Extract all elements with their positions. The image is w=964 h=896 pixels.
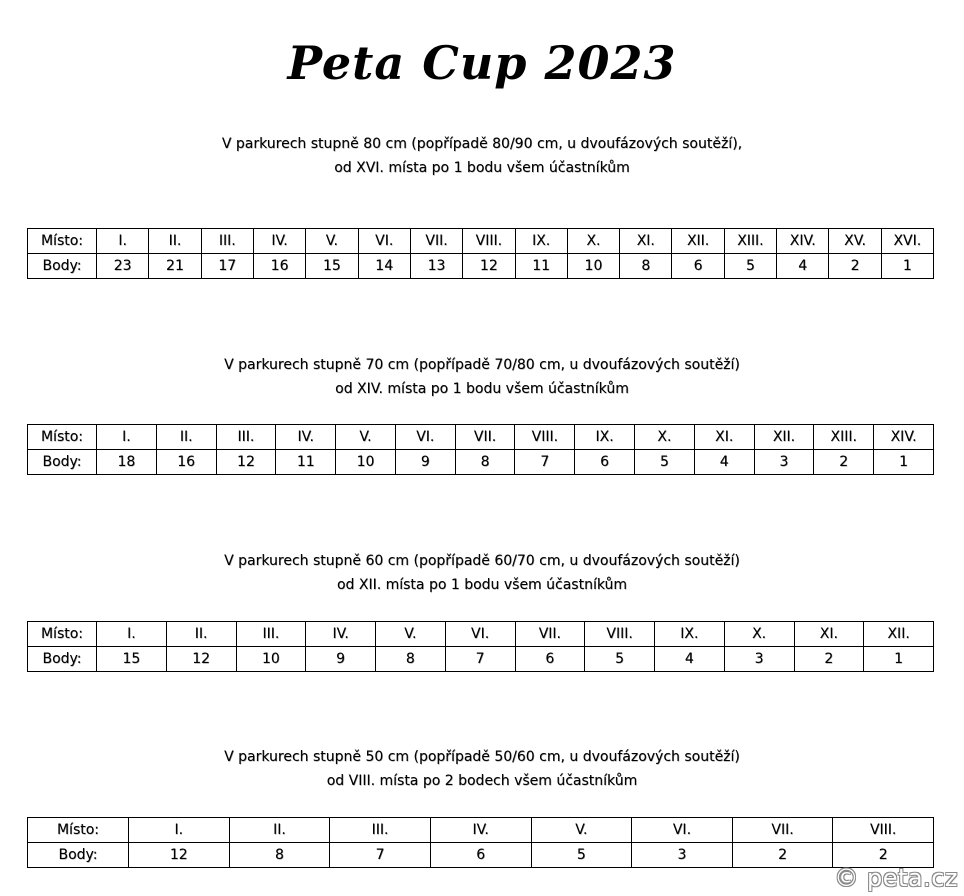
- place-cell: VI.: [358, 229, 410, 254]
- place-cell: V.: [336, 425, 396, 450]
- points-cell: 2: [794, 647, 864, 672]
- points-cell: 12: [166, 647, 236, 672]
- place-cell: IV.: [430, 818, 531, 843]
- place-cell: IV.: [253, 229, 305, 254]
- points-cell: 4: [694, 450, 754, 475]
- points-table-50cm: [27, 817, 934, 868]
- points-cell: 6: [430, 843, 531, 868]
- points-cell: 15: [97, 647, 167, 672]
- points-cell: 15: [306, 254, 358, 279]
- points-row: [28, 450, 934, 475]
- place-cell: VI.: [395, 425, 455, 450]
- points-row: [28, 843, 934, 868]
- points-row-label: Body:: [28, 647, 97, 672]
- points-cell: 9: [395, 450, 455, 475]
- points-cell: 8: [620, 254, 672, 279]
- points-cell: 12: [216, 450, 276, 475]
- points-cell: 10: [567, 254, 619, 279]
- place-cell: I.: [97, 229, 149, 254]
- points-cell: 1: [864, 647, 934, 672]
- points-cell: 2: [833, 843, 934, 868]
- points-cell: 17: [201, 254, 253, 279]
- points-table-70cm: [27, 424, 934, 475]
- place-cell: IX.: [515, 229, 567, 254]
- section-heading-line: od XIV. místa po 1 bodu všem účastníkům: [335, 381, 629, 397]
- points-cell: 6: [672, 254, 724, 279]
- points-cell: 10: [336, 450, 396, 475]
- section-heading-line: V parkurech stupně 70 cm (popřípadě 70/80 cm, u dvoufázových soutěží): [224, 357, 740, 373]
- place-cell: VIII.: [833, 818, 934, 843]
- place-row-label: Místo:: [28, 818, 129, 843]
- place-cell: X.: [724, 622, 794, 647]
- points-cell: 5: [531, 843, 632, 868]
- place-cell: XII.: [864, 622, 934, 647]
- place-cell: I.: [129, 818, 230, 843]
- points-cell: 1: [881, 254, 933, 279]
- points-cell: 10: [236, 647, 306, 672]
- place-row-label: Místo:: [28, 425, 97, 450]
- points-cell: 7: [515, 450, 575, 475]
- place-cell: I.: [97, 622, 167, 647]
- points-cell: 8: [455, 450, 515, 475]
- place-row: [28, 818, 934, 843]
- points-cell: 5: [635, 450, 695, 475]
- section-heading-line: od VIII. místa po 2 bodech všem účastníkům: [326, 773, 638, 789]
- place-cell: XIV.: [874, 425, 934, 450]
- points-cell: 23: [97, 254, 149, 279]
- place-cell: XII.: [754, 425, 814, 450]
- place-cell: XIII.: [724, 229, 776, 254]
- place-cell: II.: [229, 818, 330, 843]
- section-heading-line: V parkurech stupně 80 cm (popřípadě 80/90 cm, u dvoufázových soutěží),: [221, 136, 743, 152]
- place-cell: III.: [236, 622, 306, 647]
- points-cell: 3: [754, 450, 814, 475]
- points-cell: 9: [306, 647, 376, 672]
- place-cell: VII.: [515, 622, 585, 647]
- points-cell: 5: [585, 647, 655, 672]
- points-cell: 7: [330, 843, 431, 868]
- place-cell: VIII.: [463, 229, 515, 254]
- place-cell: VII.: [455, 425, 515, 450]
- points-cell: 12: [129, 843, 230, 868]
- section-heading-line: od XVI. místa po 1 bodu všem účastníkům: [334, 160, 630, 176]
- section-heading-50cm: [0, 745, 964, 793]
- place-cell: XI.: [620, 229, 672, 254]
- points-cell: 8: [376, 647, 446, 672]
- place-cell: V.: [531, 818, 632, 843]
- place-cell: IV.: [276, 425, 336, 450]
- points-cell: 14: [358, 254, 410, 279]
- place-cell: VI.: [632, 818, 733, 843]
- points-cell: 3: [632, 843, 733, 868]
- place-cell: V.: [376, 622, 446, 647]
- place-cell: X.: [567, 229, 619, 254]
- points-cell: 2: [829, 254, 881, 279]
- watermark-text: © peta.cz: [834, 864, 958, 892]
- place-cell: VII.: [732, 818, 833, 843]
- points-cell: 2: [814, 450, 874, 475]
- place-cell: III.: [201, 229, 253, 254]
- place-cell: V.: [306, 229, 358, 254]
- place-cell: XIV.: [777, 229, 829, 254]
- place-cell: VII.: [410, 229, 462, 254]
- section-heading-60cm: [0, 549, 964, 597]
- place-cell: IX.: [575, 425, 635, 450]
- points-cell: 4: [777, 254, 829, 279]
- place-row: [28, 425, 934, 450]
- place-cell: II.: [166, 622, 236, 647]
- place-cell: XVI.: [881, 229, 933, 254]
- points-table-60cm: [27, 621, 934, 672]
- section-heading-80cm: [0, 132, 964, 180]
- points-table-80cm: [27, 228, 934, 279]
- points-cell: 6: [575, 450, 635, 475]
- place-cell: VIII.: [585, 622, 655, 647]
- points-cell: 6: [515, 647, 585, 672]
- points-cell: 18: [97, 450, 157, 475]
- points-cell: 11: [515, 254, 567, 279]
- page-title: Peta Cup 2023: [287, 36, 677, 90]
- points-cell: 13: [410, 254, 462, 279]
- place-cell: XII.: [672, 229, 724, 254]
- section-heading-line: V parkurech stupně 50 cm (popřípadě 50/60 cm, u dvoufázových soutěží): [224, 749, 740, 765]
- place-cell: II.: [149, 229, 201, 254]
- points-row-label: Body:: [28, 450, 97, 475]
- section-heading-line: V parkurech stupně 60 cm (popřípadě 60/70 cm, u dvoufázových soutěží): [224, 553, 740, 569]
- place-cell: XI.: [694, 425, 754, 450]
- points-cell: 4: [655, 647, 725, 672]
- place-cell: XIII.: [814, 425, 874, 450]
- points-cell: 16: [253, 254, 305, 279]
- section-heading-70cm: [0, 353, 964, 401]
- place-row: [28, 622, 934, 647]
- points-cell: 3: [724, 647, 794, 672]
- place-cell: I.: [97, 425, 157, 450]
- place-cell: III.: [330, 818, 431, 843]
- points-cell: 1: [874, 450, 934, 475]
- points-cell: 8: [229, 843, 330, 868]
- place-cell: IX.: [655, 622, 725, 647]
- place-cell: X.: [635, 425, 695, 450]
- points-row: [28, 254, 934, 279]
- place-cell: II.: [156, 425, 216, 450]
- place-cell: VI.: [445, 622, 515, 647]
- place-cell: XV.: [829, 229, 881, 254]
- points-cell: 16: [156, 450, 216, 475]
- points-cell: 12: [463, 254, 515, 279]
- points-cell: 11: [276, 450, 336, 475]
- points-row-label: Body:: [28, 254, 97, 279]
- place-cell: III.: [216, 425, 276, 450]
- place-row-label: Místo:: [28, 229, 97, 254]
- points-row-label: Body:: [28, 843, 129, 868]
- points-cell: 21: [149, 254, 201, 279]
- points-cell: 7: [445, 647, 515, 672]
- points-cell: 5: [724, 254, 776, 279]
- place-cell: IV.: [306, 622, 376, 647]
- place-row: [28, 229, 934, 254]
- place-row-label: Místo:: [28, 622, 97, 647]
- place-cell: XI.: [794, 622, 864, 647]
- points-cell: 2: [732, 843, 833, 868]
- section-heading-line: od XII. místa po 1 bodu všem účastníkům: [336, 577, 628, 593]
- points-row: [28, 647, 934, 672]
- place-cell: VIII.: [515, 425, 575, 450]
